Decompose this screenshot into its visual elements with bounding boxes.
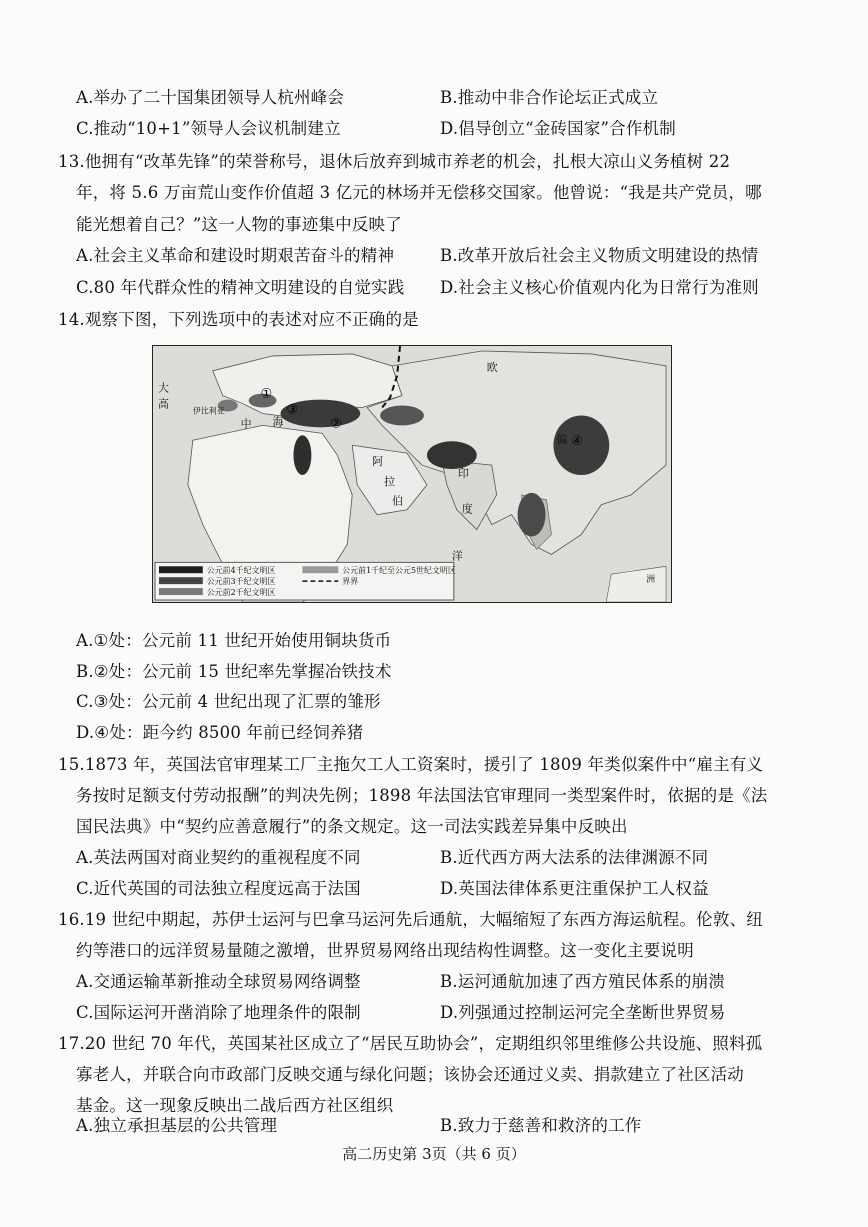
map-label-da: 大	[157, 381, 169, 395]
map-svg	[153, 346, 671, 602]
q15-option-b[interactable]: B.近代西方两大法系的法律渊源不同	[440, 848, 709, 867]
q17-stem-line-2: 寡老人，并联合向市政部门反映交通与绿化问题；该协会还通过义卖、捐款建立了社区活动	[76, 1065, 744, 1084]
q15-stem-line-1: 15.1873 年，英国法官审理某工厂主拖欠工人工资案时，援引了 1809 年类似案件中“雇主有义	[58, 755, 764, 774]
map-region-egypt	[293, 435, 311, 475]
q13-stem-line-1: 13.他拥有“改革先锋”的荣誉称号，退休后放弃到城市养老的机会，扎根大凉山义务植树 22	[58, 152, 731, 171]
q14-option-b[interactable]: B.②处：公元前 15 世纪率先掌握冶铁技术	[76, 662, 392, 681]
q12-option-c[interactable]: C.推动“10+1”领导人会议机制建立	[76, 119, 341, 138]
q15-stem-line-3: 国民法典》中“契约应善意履行”的条文规定。这一司法实践差异集中反映出	[76, 817, 628, 836]
legend-item-1: 公元前4千纪文明区	[206, 566, 276, 576]
q15-option-c[interactable]: C.近代英国的司法独立程度远高于法国	[76, 879, 361, 898]
map-label-zhong: 中	[240, 417, 252, 431]
q14-option-c[interactable]: C.③处：公元前 4 世纪出现了汇票的雏形	[76, 692, 381, 711]
q14-stem: 14.观察下图，下列选项中的表述对应不正确的是	[58, 310, 419, 329]
map-label-gao: 高	[157, 397, 169, 411]
legend-item-5: 界界	[342, 577, 359, 587]
q17-stem-line-1: 17.20 世纪 70 年代，英国某社区成立了“居民互助协会”，定期组织邻里维修公共设施、照料孤	[58, 1034, 763, 1053]
q16-option-b[interactable]: B.运河通航加速了西方殖民体系的崩溃	[440, 972, 725, 991]
map-region-persia	[380, 406, 424, 426]
q13-stem-line-2: 年，将 5.6 万亩荒山变作价值超 3 亿元的林场并无偿移交国家。他曾说：“我是共产党员，哪	[76, 183, 762, 202]
page-footer: 高二历史第 3页（共 6 页）	[342, 1145, 526, 1163]
q15-option-d[interactable]: D.英国法律体系更注重保护工人权益	[440, 879, 709, 898]
map-marker-2: ②	[330, 416, 342, 432]
q16-option-d[interactable]: D.列强通过控制运河完全垄断世界贸易	[440, 1003, 726, 1022]
q13-option-d[interactable]: D.社会主义核心价值观内化为日常行为准则	[440, 278, 759, 297]
map-legend	[155, 562, 456, 600]
map-label-ou: 欧	[486, 360, 498, 374]
map-label-la: 拉	[384, 474, 396, 488]
civilization-map	[152, 345, 672, 603]
q16-option-a[interactable]: A.交通运输革新推动全球贸易网络调整	[76, 972, 361, 991]
q13-stem-line-3: 能光想着自己？”这一人物的事迹集中反映了	[76, 215, 402, 234]
map-label-a: 阿	[372, 455, 384, 469]
q16-stem-line-2: 约等港口的远洋贸易量随之激增，世界贸易网络出现结构性调整。这一变化主要说明	[76, 941, 694, 960]
q14-option-d[interactable]: D.④处：距今约 8500 年前已经饲养猪	[76, 723, 364, 742]
map-label-hai: 海	[272, 415, 284, 429]
q16-option-c[interactable]: C.国际运河开凿消除了地理条件的限制	[76, 1003, 361, 1022]
q12-option-b[interactable]: B.推动中非合作论坛正式成立	[440, 88, 659, 107]
q16-stem-line-1: 16.19 世纪中期起，苏伊士运河与巴拿马运河先后通航，大幅缩短了东西方海运航程。伦敦、纽	[58, 910, 763, 929]
q12-option-d[interactable]: D.倡导创立“金砖国家”合作机制	[440, 119, 676, 138]
q17-option-a[interactable]: A.独立承担基层的公共管理	[76, 1116, 278, 1135]
q15-option-a[interactable]: A.英法两国对商业契约的重视程度不同	[76, 848, 361, 867]
map-marker-4: ④	[571, 434, 583, 450]
q13-option-b[interactable]: B.改革开放后社会主义物质文明建设的热情	[440, 246, 759, 265]
q17-option-b[interactable]: B.致力于慈善和救济的工作	[440, 1116, 642, 1135]
map-marker-3: ③	[286, 402, 299, 418]
map-marker-1: ①	[260, 386, 273, 402]
map-region-indochina	[518, 493, 546, 537]
map-label-yang: 洋	[451, 549, 463, 563]
legend-item-3: 公元前2千纪文明区	[206, 588, 276, 598]
q13-option-a[interactable]: A.社会主义革命和建设时期艰苦奋斗的精神	[76, 246, 395, 265]
legend-item-4: 公元前1千纪至公元5世纪文明区	[342, 566, 456, 576]
map-label-zhou: 洲	[646, 575, 656, 586]
map-label-bo: 伯	[392, 494, 404, 508]
map-region-indus	[427, 441, 477, 469]
q17-stem-line-3: 基金。这一现象反映出二战后西方社区组织	[76, 1096, 394, 1115]
q13-option-c[interactable]: C.80 年代群众性的精神文明建设的自觉实践	[76, 278, 405, 297]
map-label-du: 度	[461, 502, 473, 516]
map-label-yin: 印	[457, 466, 469, 480]
q15-stem-line-2: 务按时足额支付劳动报酬”的判决先例；1898 年法国法官审理同一类型案件时，依据的是《法	[76, 786, 768, 805]
map-label-iberia: 伊比利亚	[192, 406, 225, 416]
q14-option-a[interactable]: A.①处：公元前 11 世纪开始使用铜块货币	[76, 631, 392, 650]
q12-option-a[interactable]: A.举办了二十国集团领导人杭州峰会	[76, 88, 345, 107]
map-label-pian: 偏	[556, 433, 568, 447]
legend-item-2: 公元前3千纪文明区	[206, 577, 276, 587]
